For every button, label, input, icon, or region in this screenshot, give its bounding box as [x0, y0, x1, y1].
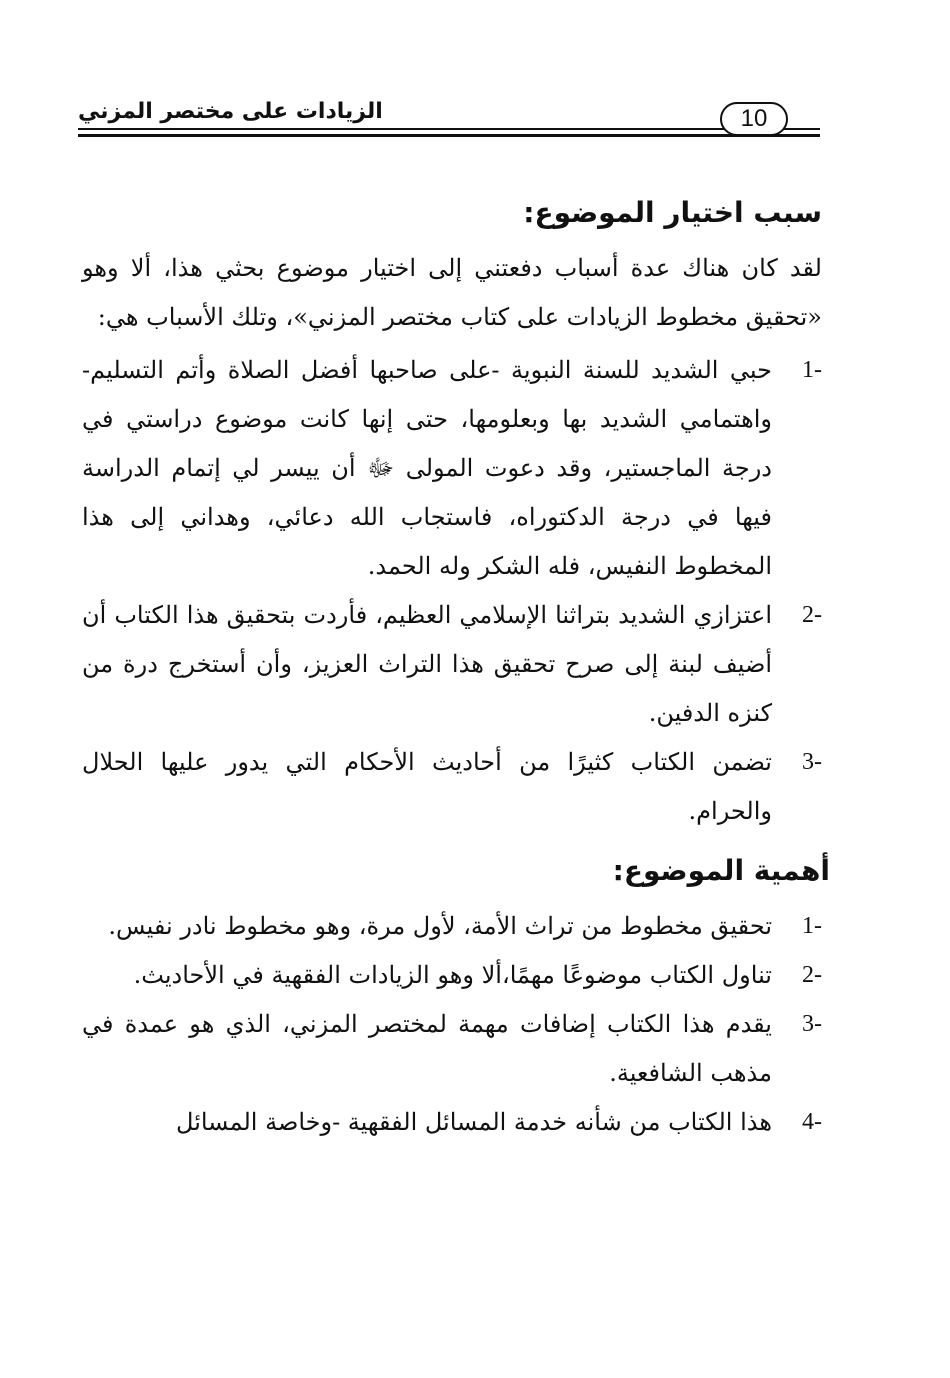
- list-item: [82, 591, 822, 738]
- item-number: 1-: [802, 357, 822, 383]
- list-item: [82, 346, 822, 591]
- item-number: 3-: [802, 1011, 822, 1037]
- importance-list: [82, 902, 822, 1147]
- item-number: 2-: [802, 602, 822, 628]
- header-rule-thick: [78, 134, 820, 137]
- item-number: 3-: [802, 749, 822, 775]
- item-text: تناول الكتاب موضوعًا مهمًا،ألا وهو الزيادات الفقهية في الأحاديث.: [133, 961, 772, 989]
- item-text: تحقيق مخطوط من تراث الأمة، لأول مرة، وهو مخطوط نادر نفيس.: [108, 912, 772, 940]
- item-number: 4-: [802, 1109, 822, 1135]
- page-header: [78, 98, 820, 142]
- page-number: 10: [720, 102, 788, 136]
- item-text: يقدم هذا الكتاب إضافات مهمة لمختصر المزني، الذي هو عمدة في مذهب الشافعية.: [82, 1010, 772, 1087]
- item-text: حبي الشديد للسنة النبوية -على صاحبها أفضل الصلاة وأتم التسليم- واهتمامي الشديد بها وبعلومها، حتى إنها كانت موضوع دراستي في درجة الماجستير، وقد دعوت المولى ﷻ أن ييسر لي إتمام الدراسة فيها في درجة الدكتوراه، فاستجاب الله دعائي، وهداني إلى هذا المخطوط النفيس، فله الشكر وله الحمد.: [82, 356, 772, 580]
- running-title: الزيادات على مختصر المزني: [78, 99, 383, 124]
- item-text: تضمن الكتاب كثيرًا من أحاديث الأحكام التي يدور عليها الحلال والحرام.: [82, 748, 772, 825]
- list-item: [82, 902, 822, 951]
- list-item: [82, 738, 822, 836]
- section-heading-importance: أهمية الموضوع:: [612, 854, 830, 887]
- header-rule: [78, 128, 820, 130]
- item-text: اعتزازي الشديد بتراثنا الإسلامي العظيم، فأردت بتحقيق هذا الكتاب أن أضيف لبنة إلى صرح تحقيق هذا التراث العزيز، وأن أستخرج درة من كنزه الدفين.: [82, 601, 772, 727]
- reasons-list: [82, 346, 822, 836]
- list-item: [82, 951, 822, 1000]
- item-text: هذا الكتاب من شأنه خدمة المسائل الفقهية -وخاصة المسائل: [176, 1108, 772, 1136]
- item-number: 1-: [802, 913, 822, 939]
- list-item: [82, 1000, 822, 1098]
- section-heading-reasons: سبب اختيار الموضوع:: [523, 196, 822, 229]
- item-number: 2-: [802, 962, 822, 988]
- intro-paragraph: لقد كان هناك عدة أسباب دفعتني إلى اختيار موضوع بحثي هذا، ألا وهو «تحقيق مخطوط الزيادات على كتاب مختصر المزني»، وتلك الأسباب هي:: [82, 254, 822, 331]
- page-body: [82, 188, 830, 1147]
- list-item: [82, 1098, 822, 1147]
